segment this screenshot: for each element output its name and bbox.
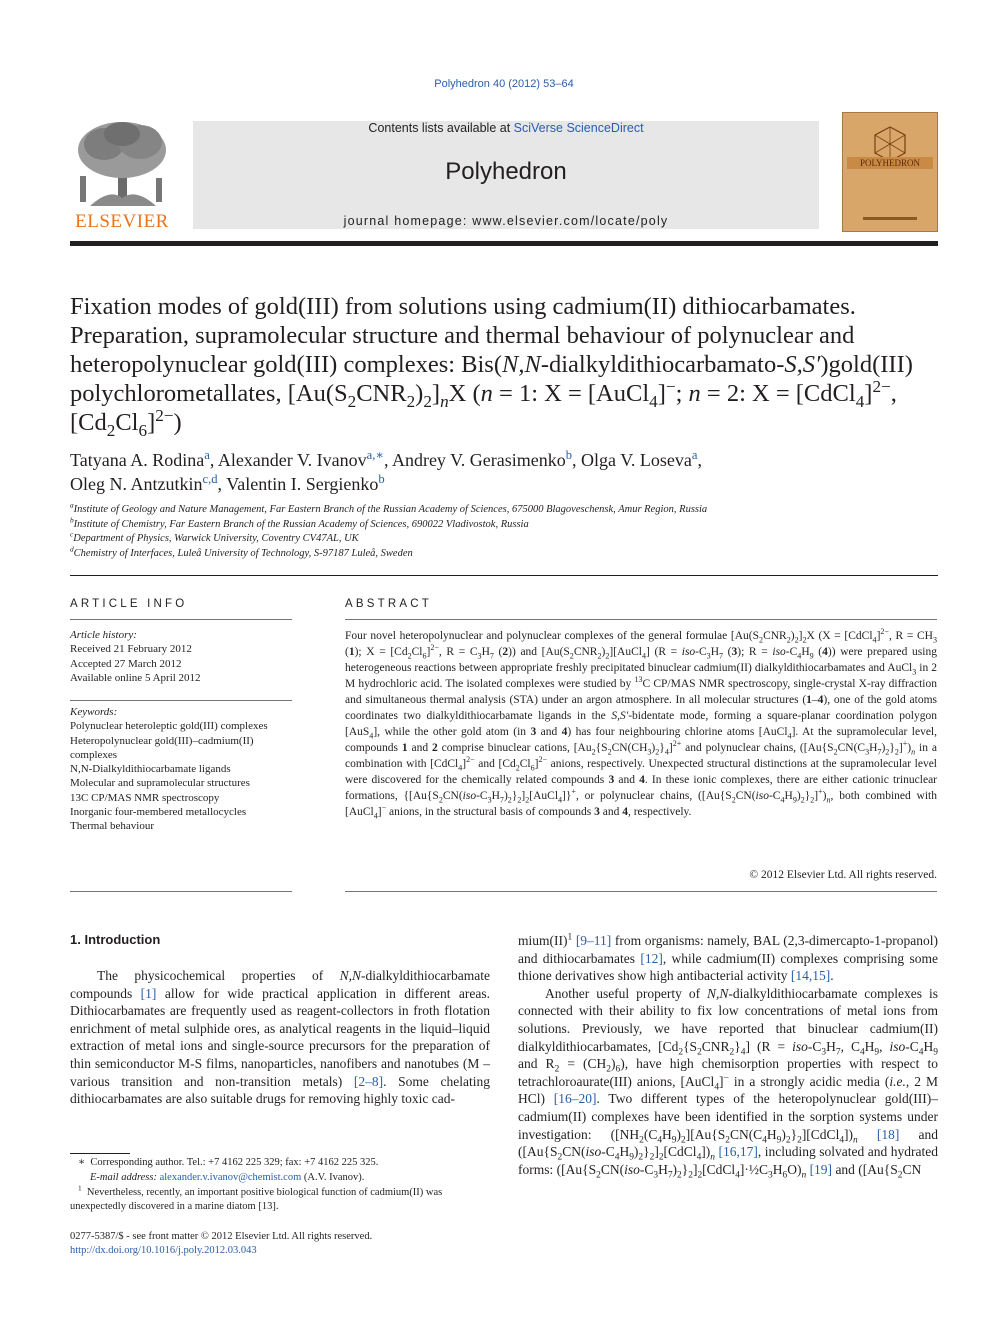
- affiliation-marker[interactable]: a: [204, 448, 210, 462]
- title-text: N,N: [502, 351, 541, 378]
- keyword: 13C CP/MAS NMR spectroscopy: [70, 791, 220, 804]
- footnote-marker: ∗: [78, 1157, 86, 1168]
- title-line: Preparation, supramolecular structure and thermal behaviour of polynuclear and: [70, 322, 855, 349]
- author-line: Tatyana A. Rodina$^a$, Alexander V. Ivanov$^{a,∗}$, Andrey V. Gerasimenko$^b$, Olga V. Loseva$^a$,: [70, 448, 702, 470]
- abstract-body: Four novel heteropolynuclear and polynuclear complexes of the general formulae $[Au(S_2CNR_2)_2]_2X$ (X = [CdCl$_4$]$^{2-}$, $R = CH_3$ (1); $X = [Cd_2Cl_6]^{2-}$, $R = C_3H_7$ (2)) and $[Au(S_2CNR_2)_2][AuCl_4] (R = iso-C_3H_7$ (3); R = iso-$C_4H_9$ (4)) were prepared using heterogeneous reactions between appropriate freshly precipitated binuclear cadmium(II) dialkyldithiocarbamates and AuCl$_3$ in 2 M hydrochloric acid. The isolated complexes were studied by $^{13}$C CP/MAS NMR spectroscopy, single-crystal X-ray diffraction and simultaneous thermal analysis (STA) under an argon atmosphere. In all molecular structures (1–4), one of the gold atoms coordinates two dialkyldithiocarbamate ligands in the S,S′-bidentate mode, forming a square-planar coordination polygon [AuS$_4$], while the other gold atom (in 3 and 4) has four neighbouring chlorine atoms [AuCl$_4$]. At the supramolecular level, compounds 1 and 2 comprise binuclear cations, $[Au_2\{S_2CN(CH_3)_2\}_4]^{2+}$ and polynuclear chains, $([Au\{S_2CN(C_3H_7)_2\}_2]^+)_n$ in a combination with [CdCl$_4$]$^{2-}$ and $[Cd_2Cl_6]^{2-}$ anions, respectively. Unexpected structural distinctions at the supramolecular level were discovered for the chemically related compounds 3 and 4. In these ionic complexes, there are either cationic trinuclear formations, $\{[Au\{S_2CN(iso-C_3H_7)_2\}_2]_2[AuCl_4]\}^+$, or polynuclear chains, $([Au\{S_2CN(iso-C_4H_9)_2\}_2]^+)_n$, both combined with [AuCl$_4$]− anions, in the structural basis of compounds 3 and 4, respectively.: [345, 627, 938, 821]
- divider: [70, 575, 938, 576]
- article-info-heading: ARTICLE INFO: [70, 598, 188, 610]
- affiliation-a: [70, 500, 940, 518]
- author-name[interactable]: , Alexander V. Ivanov: [209, 450, 367, 470]
- footnote-corresponding: [70, 1156, 490, 1171]
- author-line: [70, 472, 940, 496]
- section-heading-introduction: 1. Introduction: [70, 932, 161, 947]
- author-name[interactable]: Tatyana A. Rodina: [70, 450, 205, 470]
- front-matter: [70, 1230, 490, 1258]
- divider: [70, 700, 292, 701]
- affiliation-label: d: [70, 544, 74, 553]
- affiliation-marker[interactable]: b: [565, 448, 573, 462]
- email-suffix: (A.V. Ivanov).: [301, 1171, 365, 1183]
- online-date: Available online 5 April 2012: [70, 671, 201, 684]
- accepted-date: Accepted 27 March 2012: [70, 657, 182, 670]
- affiliation-marker[interactable]: a: [691, 448, 698, 462]
- issn-line: 0277-5387/$ - see front matter © 2012 Elsevier Ltd. All rights reserved.: [70, 1231, 373, 1242]
- affiliation-text: Department of Physics, Warwick University, Coventry CV47AL, UK: [73, 533, 359, 544]
- cover-title: POLYHEDRON: [859, 158, 921, 168]
- affiliation-d: [70, 544, 940, 562]
- article-title: [70, 292, 940, 440]
- affiliation-label: c: [70, 529, 74, 539]
- divider: [70, 619, 292, 620]
- affiliation-marker[interactable]: b: [378, 472, 385, 486]
- history-label: Article history:: [70, 629, 137, 641]
- keyword: Polynuclear heteroleptic gold(III) complexes: [70, 720, 268, 733]
- footnote-email: [70, 1171, 490, 1186]
- intro-paragraph: The physicochemical properties of N,N-dialkyldithiocarbamate compounds [1] allow for wide practical application in different areas. Dithiocarbamates are frequently used as reagent-collectors in froth flotation enrichment of metal sulphide ores, as analytical reagents in the liquid–liquid extraction of metal ions and single-source precursors for the preparation of thin semiconductor M-S films, nanoparticles, nanofibers and nanotubes (M – various transition and non-transition metals) [2–8]. Some chelating dithiocarbamates are also suitable drugs for removing highly toxic cad-: [70, 968, 491, 1107]
- footnote-text: Nevertheless, recently, an important positive biological function of cadmium(II) was unexpectedly discovered in a marine diatom [13].: [70, 1186, 443, 1213]
- divider: [345, 891, 937, 892]
- email-label: E-mail address:: [90, 1171, 160, 1183]
- affiliation-text: Chemistry of Interfaces, Luleå University of Technology, S-97187 Luleå, Sweden: [73, 547, 413, 559]
- title-text: -dialkyldithiocarbamato-: [540, 351, 785, 378]
- doi-link[interactable]: http://dx.doi.org/10.1016/j.poly.2012.03.043: [70, 1245, 257, 1257]
- received-date: Received 21 February 2012: [70, 643, 192, 656]
- journal-homepage[interactable]: journal homepage: www.elsevier.com/locate/poly: [343, 214, 669, 228]
- author-name[interactable]: Oleg N. Antzutkin: [70, 474, 203, 494]
- keyword: Heteropolynuclear gold(III)–cadmium(II) complexes: [70, 734, 254, 761]
- affiliation-c: [70, 529, 940, 547]
- affiliation-b: [70, 515, 940, 533]
- footnote-marker: 1: [78, 1183, 82, 1193]
- header-rule: [70, 241, 938, 246]
- title-text: S,S′: [784, 351, 821, 378]
- affiliation-text: Institute of Chemistry, Far Eastern Branch of the Russian Academy of Sciences, 690022 Vladivostok, Russia: [73, 518, 529, 530]
- affiliation-marker[interactable]: a,∗: [366, 448, 384, 462]
- sciverse-link[interactable]: SciVerse ScienceDirect: [513, 121, 644, 135]
- keywords-label: Keywords:: [70, 706, 118, 718]
- author-name[interactable]: , Olga V. Loseva: [572, 450, 692, 470]
- journal-cover-image: [842, 112, 938, 232]
- footnote-1: [70, 1183, 490, 1216]
- copyright-notice: © 2012 Elsevier Ltd. All rights reserved.: [749, 869, 937, 881]
- footnote-divider: [70, 1153, 130, 1154]
- title-text: heteropolynuclear gold(III) complexes: Bis(: [70, 351, 503, 378]
- journal-name: Polyhedron: [445, 158, 567, 185]
- title-line: [70, 350, 940, 379]
- footnote-text: Corresponding author. Tel.: +7 4162 225 329; fax: +7 4162 225 325.: [90, 1157, 379, 1168]
- title-line: Fixation modes of gold(III) from solutions using cadmium(II) dithiocarbamates.: [70, 293, 856, 320]
- article-history: [70, 628, 292, 685]
- keywords: [70, 705, 292, 834]
- author-name[interactable]: , Andrey V. Gerasimenko: [383, 450, 566, 470]
- affiliation-label: a: [70, 500, 74, 510]
- journal-reference[interactable]: Polyhedron 40 (2012) 53–64: [434, 78, 574, 90]
- divider: [345, 619, 937, 620]
- email-link[interactable]: alexander.v.ivanov@chemist.com: [159, 1171, 302, 1183]
- abstract-heading: ABSTRACT: [345, 598, 432, 610]
- author-list: [70, 448, 940, 496]
- keyword: Thermal behaviour: [70, 820, 154, 833]
- affiliation-label: b: [70, 515, 74, 524]
- elsevier-wordmark: ELSEVIER: [75, 211, 169, 232]
- footnotes: [70, 1156, 490, 1215]
- affiliation-marker[interactable]: c,d: [202, 472, 218, 486]
- affiliation-text: Institute of Geology and Nature Management, Far Eastern Branch of the Russian Academy of Sciences, 675000 Blagoveschensk, Amur Region, Russia: [73, 504, 708, 515]
- intro-paragraph-continued: mium(II)$^1$ [9–11] from organisms: namely, BAL (2,3-dimercapto-1-propanol) and dithiocarbamates [12], while cadmium(II) complexes comprising some thione derivatives show high antibacterial activity [14,15]. Another useful property of N,N-dialkyldithiocarbamate complexes is connected with their ability to fix low concentrations of metal ions from solutions. Previously, we have reported that binuclear cadmium(II) dialkyldithiocarbamates, $[Cd_2\{S_2CNR_2\}_4] (R = iso-C_3H_7$, $C_4H_9$, iso-$C_4H_9$ and $R_2 = (CH_2)_6$), have high chemisorption properties with respect to tetrachloroaurate(III) anions, [AuCl$_4$]− in a strongly acidic media (i.e., 2 M HCl) [16–20]. Two different types of the heteropolynuclear gold(III)–cadmium(II) complexes have been identified in the sorption systems under investigation: $([NH_2(C_4H_9)_2][Au\{S_2CN(C_4H_9)_2\}_2][CdCl_4])_n$ [18] and $([Au\{S_2CN(iso-C_4H_9)_2\}_2]_2[CdCl_4])_n$ [16,17], including solvated and hydrated forms: $([Au\{S_2CN(iso-C_3H_7)_2\}_2]_2[CdCl_4]\cdot\frac{1}{2}C_3H_6O)_n$ [19] and ([$Au\{S_2CN$: [518, 932, 939, 1181]
- keyword: N,N-Dialkyldithiocarbamate ligands: [70, 763, 231, 776]
- divider: [70, 891, 292, 892]
- title-text: )gold(III): [820, 351, 913, 378]
- keyword: Inorganic four-membered metallocycles: [70, 806, 247, 819]
- title-line: polychlorometallates, $[Au(S_2CNR_2)_2]_nX$ (n = 1: X = [AuCl$_4$]−; n = 2: X = [CdCl$_4$]$^{2-}$,: [70, 376, 897, 411]
- contents-line: [193, 121, 819, 135]
- author-name[interactable]: , Valentin I. Sergienko: [217, 474, 379, 494]
- title-line: $[Cd_2Cl_6]^{2-}$): [70, 405, 182, 440]
- contents-prefix: Contents lists available at: [368, 121, 514, 135]
- keyword: Molecular and supramolecular structures: [70, 777, 250, 790]
